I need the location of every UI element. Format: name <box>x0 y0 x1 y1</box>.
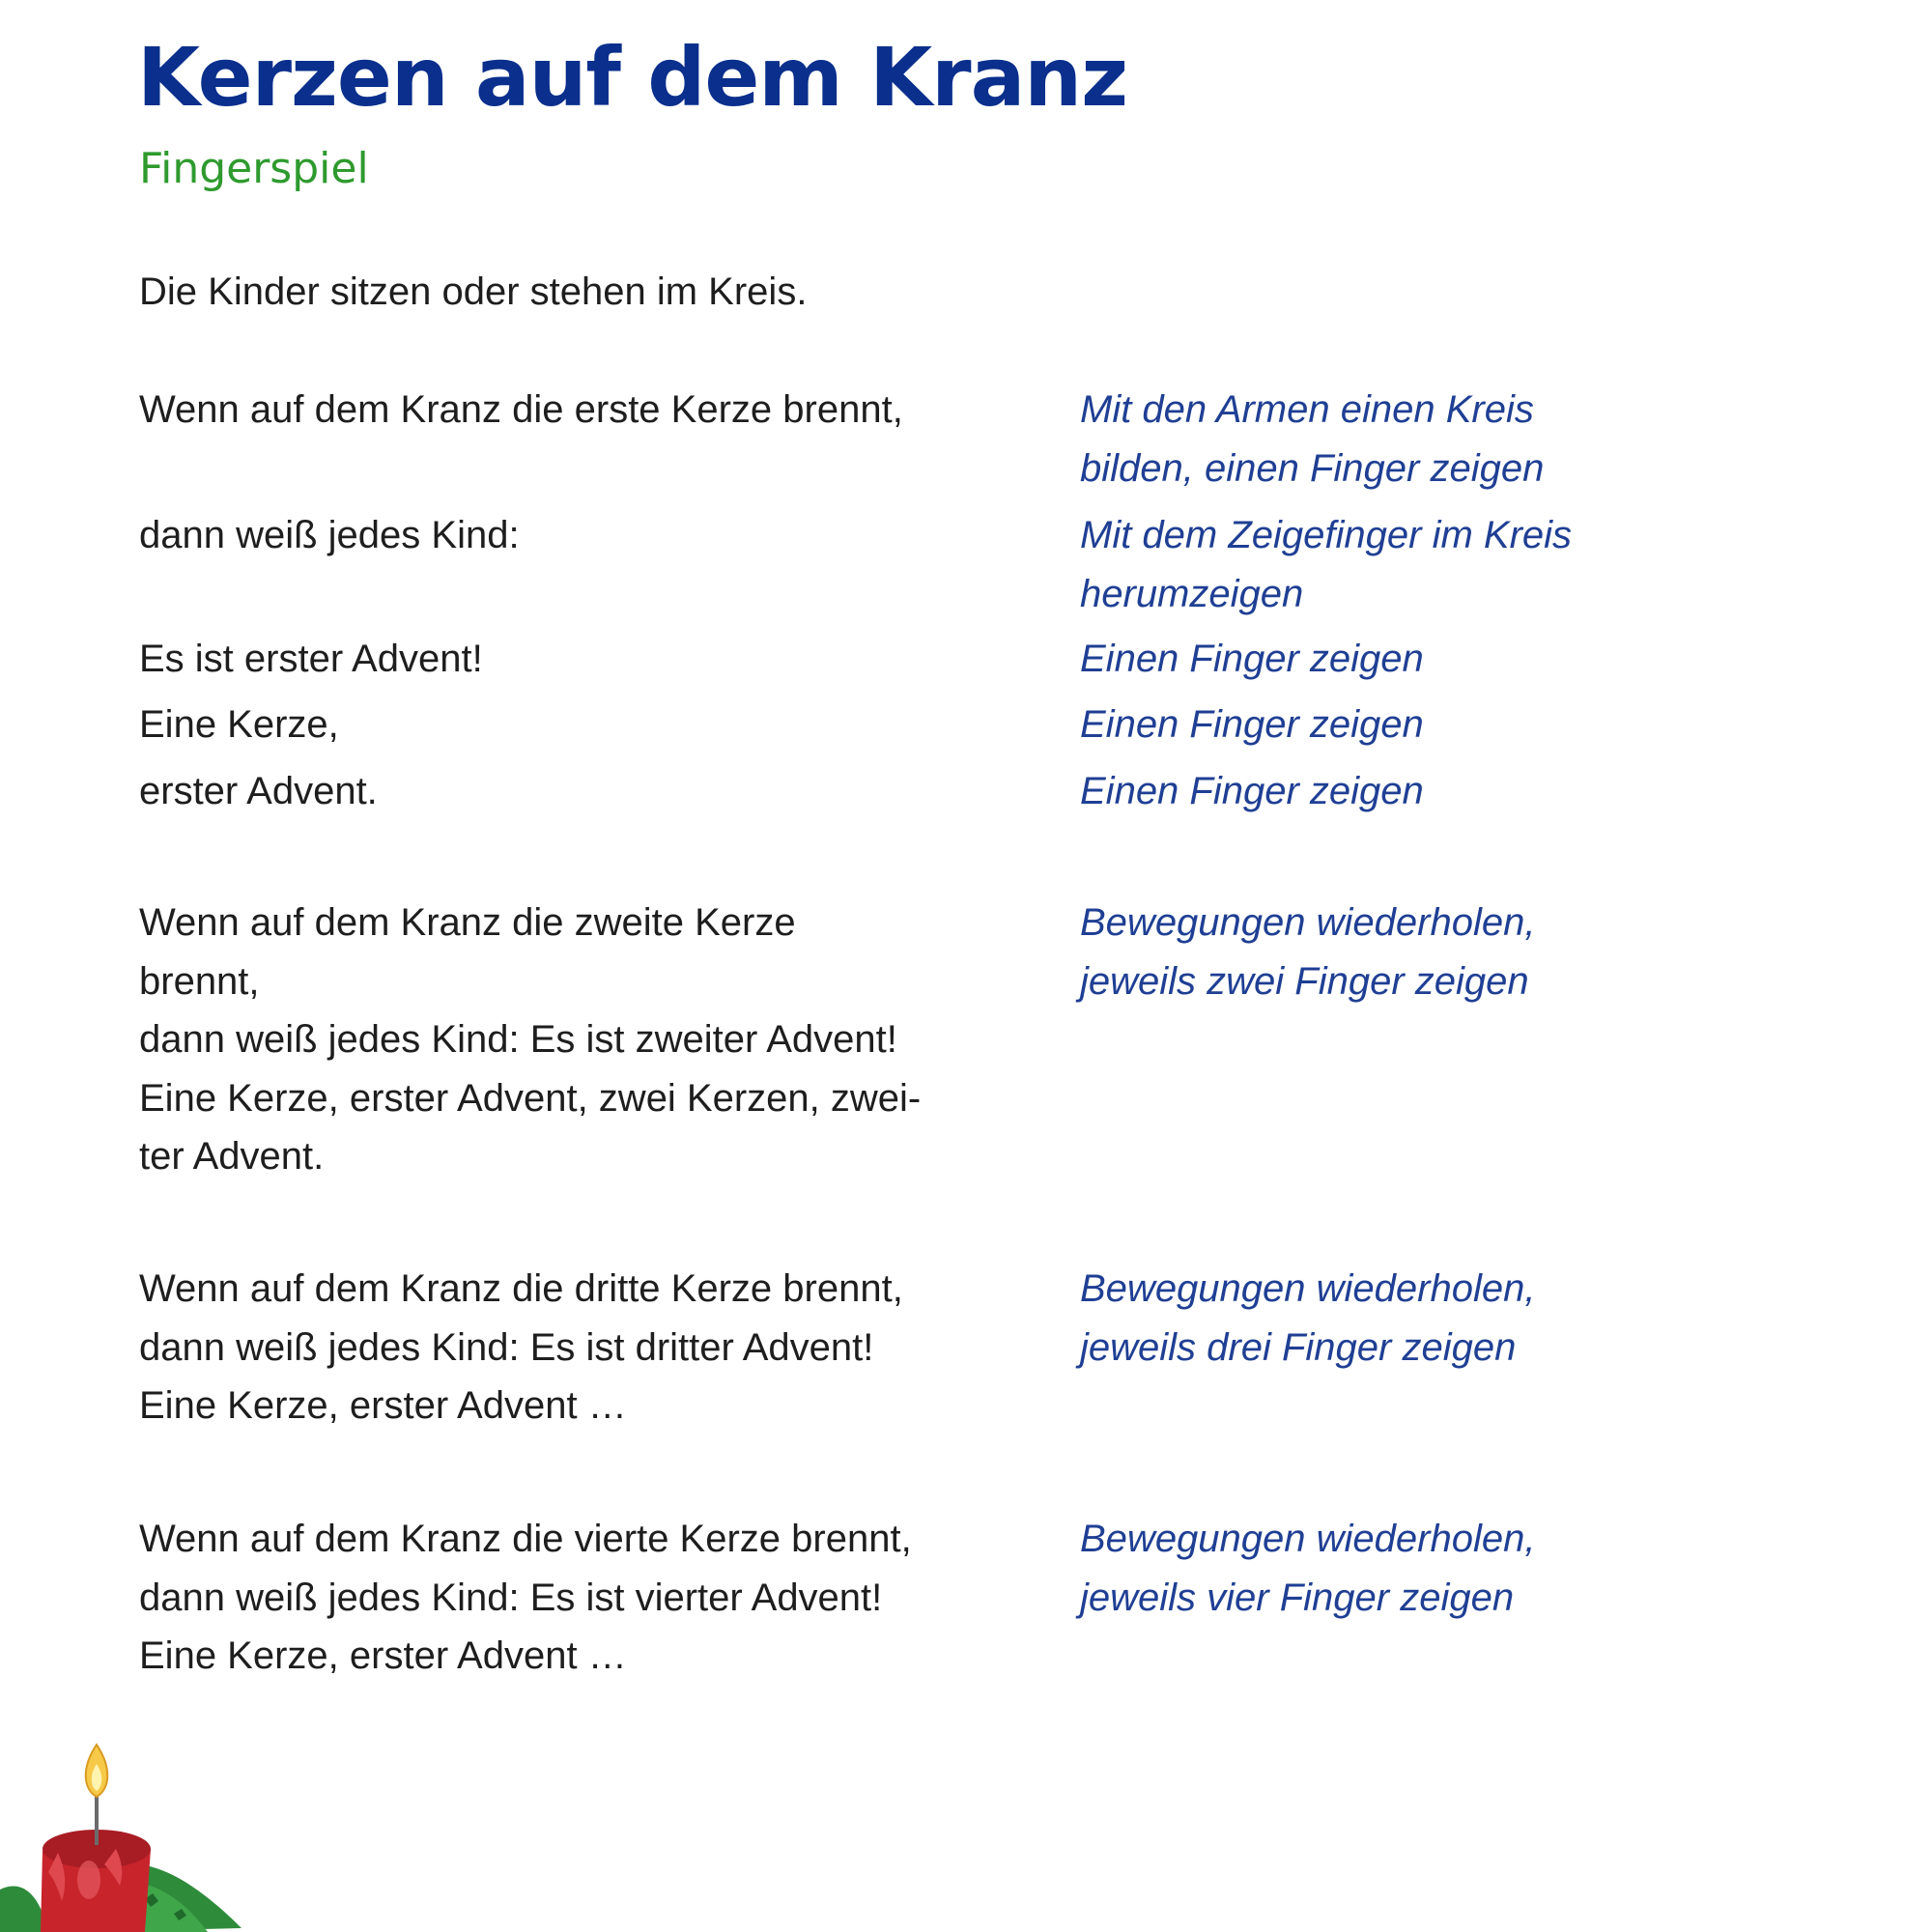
stanza-1-action-3: Einen Finger zeigen <box>1080 638 1424 680</box>
stanza-1-action-2: Mit dem Zeigefinger im Kreis herumzeigen <box>1080 514 1573 615</box>
stanza-1-action-4: Einen Finger zeigen <box>1080 703 1424 746</box>
stanza-1-action-5: Einen Finger zeigen <box>1080 770 1424 812</box>
stanza-3-text: Wenn auf dem Kranz die dritte Kerze brennt, dann weiß jedes Kind: Es ist dritter Advent! Eine Kerze, erster Advent … <box>139 1267 903 1427</box>
stanza-2-text: Wenn auf dem Kranz die zweite Kerze brennt, dann weiß jedes Kind: Es ist zweiter Advent! Eine Kerze, erster Advent, zwei Kerzen, zwei- ter Advent. <box>139 901 922 1178</box>
stanza-1-line-5: erster Advent. <box>139 770 378 812</box>
intro-text: Die Kinder sitzen oder stehen im Kreis. <box>139 270 808 313</box>
stanza-1-line-3: Es ist erster Advent! <box>139 638 483 680</box>
stanza-1-action-1: Mit den Armen einen Kreis bilden, einen Finger zeigen <box>1080 388 1545 490</box>
stanza-4-text: Wenn auf dem Kranz die vierte Kerze brennt, dann weiß jedes Kind: Es ist vierter Advent! Eine Kerze, erster Advent … <box>139 1518 912 1677</box>
stanza-3-action: Bewegungen wiederholen, jeweils drei Finger zeigen <box>1080 1267 1536 1369</box>
page-title: Kerzen auf dem Kranz <box>137 30 1127 125</box>
advent-candle-icon <box>0 1735 261 1932</box>
stanza-1-line-1: Wenn auf dem Kranz die erste Kerze brennt, <box>139 388 903 431</box>
stanza-4-action: Bewegungen wiederholen, jeweils vier Finger zeigen <box>1080 1518 1536 1619</box>
stanza-2-action: Bewegungen wiederholen, jeweils zwei Finger zeigen <box>1080 901 1536 1003</box>
stanza-1-line-2: dann weiß jedes Kind: <box>139 514 520 556</box>
stanza-1-line-4: Eine Kerze, <box>139 703 339 746</box>
page-subtitle: Fingerspiel <box>139 144 369 193</box>
